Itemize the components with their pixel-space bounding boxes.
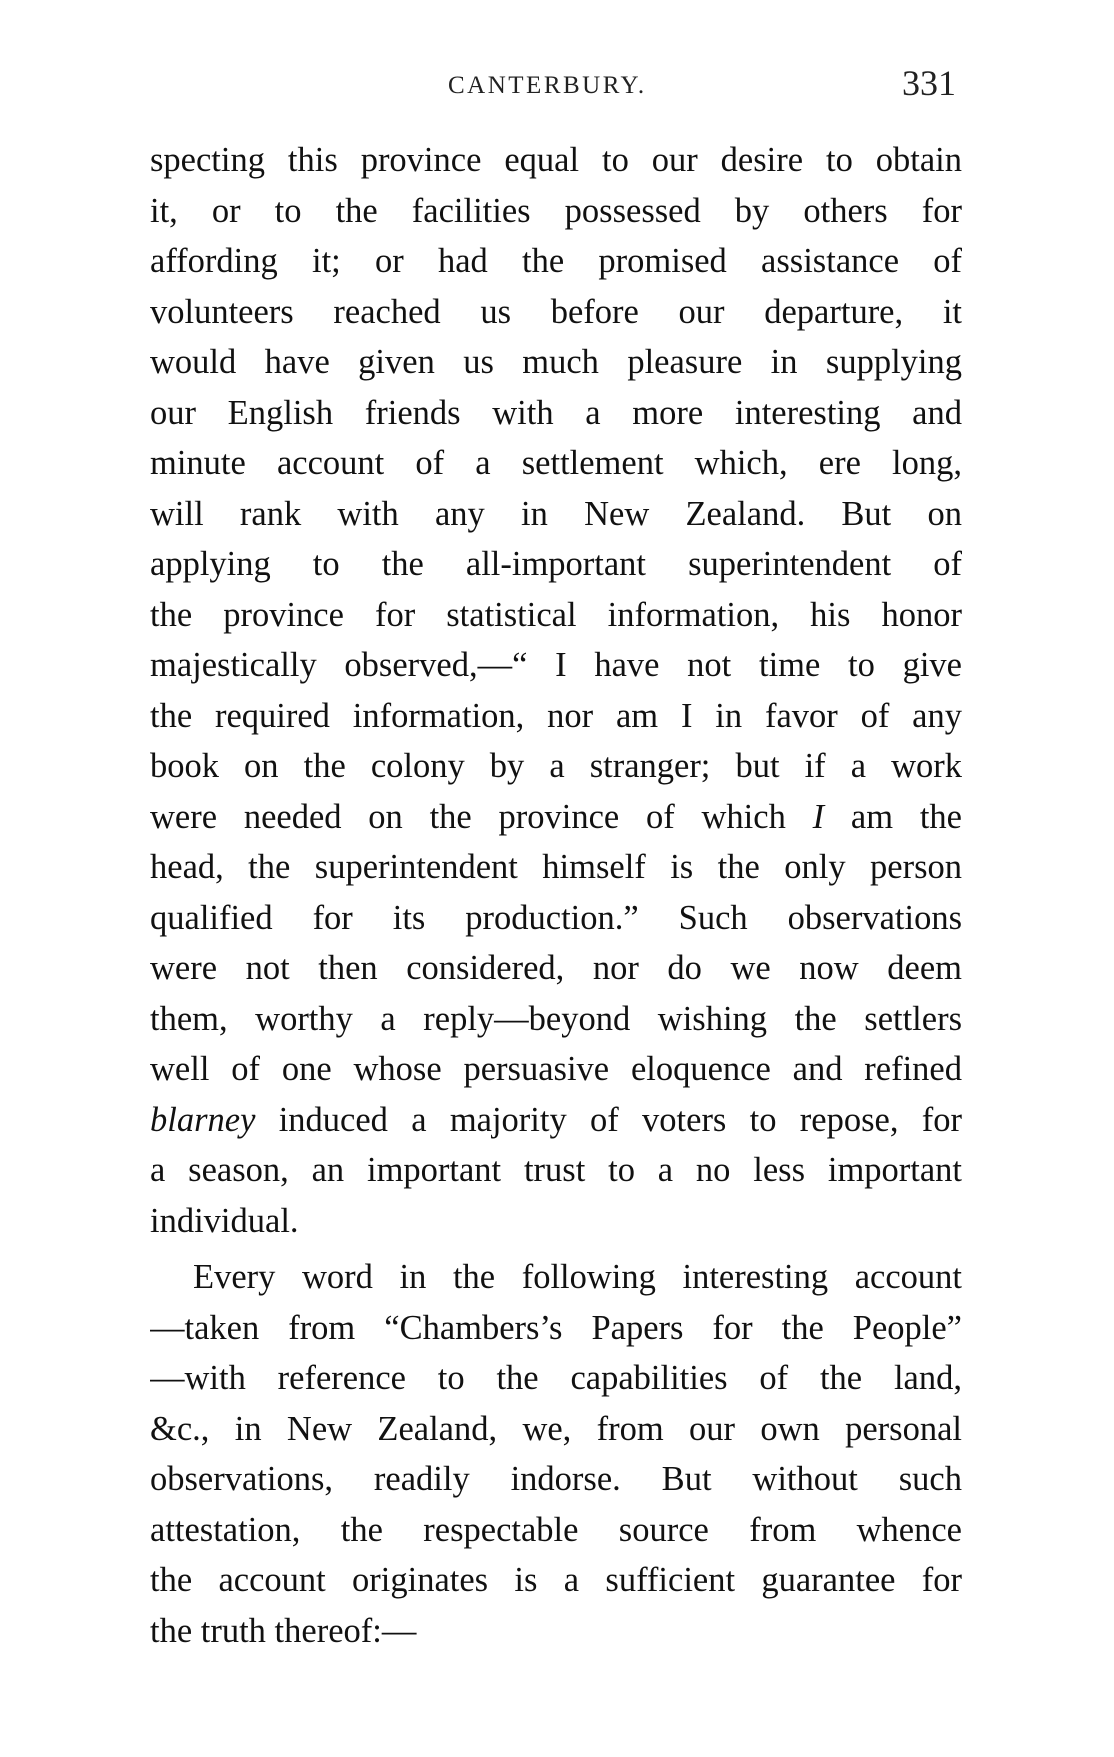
text-line: head, the superintendent himself is the only person xyxy=(150,848,962,886)
text-line: applying to the all-important superintendent of xyxy=(150,545,962,583)
text-line: volunteers reached us before our departure, it xyxy=(150,292,962,331)
text-line: would have given us much pleasure in supplying xyxy=(150,343,962,381)
text-line: —with reference to the capabilities of the land, xyxy=(150,1359,962,1397)
text-line: it, or to the facilities possessed by others for xyxy=(150,191,962,230)
text-run: am the xyxy=(824,797,962,836)
text-line: &c., in New Zealand, we, from our own personal xyxy=(150,1409,962,1448)
text-line: individual. xyxy=(150,1201,299,1240)
text-line: our English friends with a more interesting and xyxy=(150,393,962,432)
text-line: book on the colony by a stranger; but if a work xyxy=(150,747,962,785)
text-run: were needed on the province of which xyxy=(150,797,813,836)
text-line: well of one whose persuasive eloquence and refined xyxy=(150,1050,962,1088)
text-line: qualified for its production.” Such observations xyxy=(150,898,962,937)
italic-emphasis: I xyxy=(812,797,825,836)
text-line: were not then considered, nor do we now deem xyxy=(150,949,962,987)
text-line xyxy=(150,792,962,843)
text-line: observations, readily indorse. But without such xyxy=(150,1460,962,1498)
italic-emphasis: blarney xyxy=(150,1100,256,1139)
text-line: majestically observed,—“ I have not time to give xyxy=(150,646,962,684)
body-text xyxy=(150,135,962,1656)
text-line: them, worthy a reply—beyond wishing the settlers xyxy=(150,999,962,1038)
text-line: specting this province equal to our desire to obtain xyxy=(150,141,962,179)
running-head xyxy=(0,62,1114,102)
paragraph xyxy=(150,1252,962,1656)
text-line: the province for statistical information, his honor xyxy=(150,595,962,634)
text-line: —taken from “Chambers’s Papers for the People” xyxy=(150,1308,962,1347)
paragraph xyxy=(150,135,962,1246)
running-head-title: CANTERBURY. xyxy=(448,72,647,99)
text-line: minute account of a settlement which, ere long, xyxy=(150,444,962,482)
text-line: Every word in the following interesting account xyxy=(193,1258,962,1296)
text-line: attestation, the respectable source from whence xyxy=(150,1510,962,1549)
text-line: a season, an important trust to a no less important xyxy=(150,1151,962,1189)
text-line: the account originates is a sufficient guarantee for xyxy=(150,1561,962,1599)
text-line: affording it; or had the promised assistance of xyxy=(150,242,962,280)
page-number: 331 xyxy=(902,63,956,103)
text-run: induced a majority of voters to repose, for xyxy=(255,1100,962,1139)
text-line: the truth thereof:— xyxy=(150,1611,417,1650)
text-line: the required information, nor am I in favor of any xyxy=(150,696,962,735)
text-line xyxy=(150,1095,962,1146)
text-line: will rank with any in New Zealand. But on xyxy=(150,494,962,533)
